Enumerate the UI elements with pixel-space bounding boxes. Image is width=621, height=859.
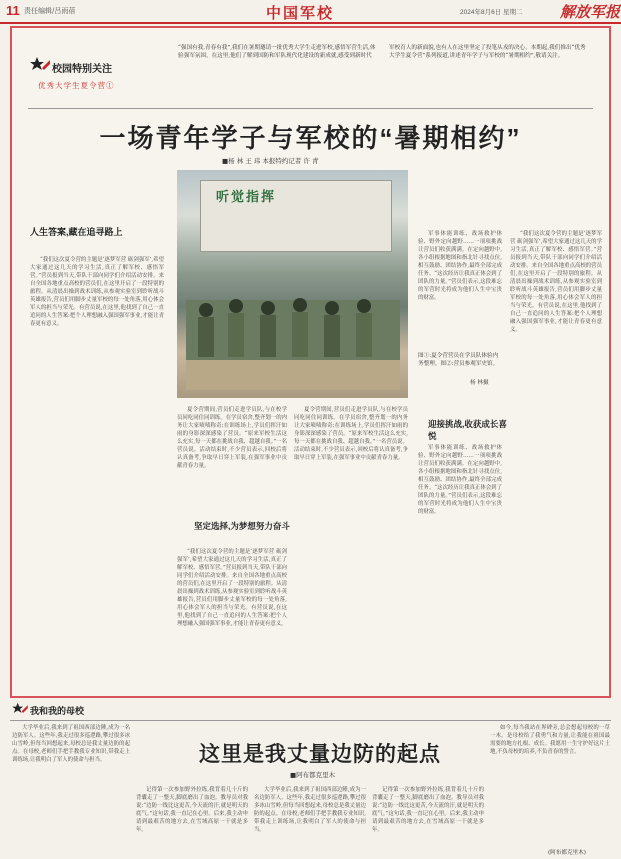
bottom-body-d: 记得第一次参加野外拉练,我背着几十斤的背囊走了一整天,脚底磨出了血泡。教导员对我说:“边防一线比这更苦,今天流的汗,就是明天的底气。”这句话,我一直记在心里。后来,我主动申请到最艰苦的地方去,在雪域高原一干就是多年。 bbox=[372, 787, 484, 833]
section2-title: 坚定选择,为梦想努力奋斗 bbox=[194, 521, 290, 531]
column-title: 校园特别关注 bbox=[52, 64, 112, 75]
masthead bbox=[0, 0, 621, 24]
bottom-body-c: 大学毕业后,我来到了祖国西部边陲,成为一名边防军人。这些年,我走过很多巡逻路,攀过很多冰山雪岭,但每当回想起来,母校总是我丈量边防的起点。在母校,老师们手把手教我专业知识,带我走上训练场,让我明白了军人的使命与担当。 bbox=[254, 787, 366, 833]
photo-caption: 图①:夏令营营员在学员队体验内务整理。图②:营员参观军史馆。 bbox=[418, 353, 499, 367]
photo-credit: 杨 林摄 bbox=[470, 380, 489, 386]
section2-body-b: “我们这次夏令营的主题是‘逐梦军营 砺剑强军’,希望大家通过这几天的学习生活,真正了解军校、感悟军营。”营员报到当天,带队干部向同学们介绍活动安排。来自全国各地重点高校的营员们,在这里开启了一段特别的旅程。从清晨出操到战术训练,从参观实验室到聆听战斗英雄报告,营员们用脚步丈量军校的每一处角落,用心体会军人的担当与荣光。有营员说,在这里,他找到了自己一直追问的人生答案:把个人理想融入强国强军事业,才能让青春更有意义。 bbox=[177, 549, 287, 627]
intro-text: “强国有我,青春有我”,我们在暑期邀请一批优秀大学生走进军校,感悟军营生活,体验强军氛围。在这里,他们了解到国防和军队现代化建设的新成就,感受到新时代军校育人的新面貌,也有人在这里坚定了投笔从戎的决心。本期起,我们推出“优秀大学生夏令营”系列报道,讲述青年学子与军校的“暑期相约”,敬请关注。 bbox=[178, 45, 586, 60]
building-sign: 听觉指挥 bbox=[216, 189, 277, 204]
section3-body-c: 军事体能训练、战场救护体验、野外定向越野……一项项挑战让营员们收获满满。在定向越野中,各小组根据地图和指北针寻找点位,相互鼓励、团结协作,最终全部完成任务。“这次经历让我真正体会到了团队的力量。”营员们表示,这段难忘的军营时光将成为他们人生中宝贵的财富。 bbox=[418, 231, 502, 301]
editor-credit: 责任编辑/吕雨蓓 bbox=[24, 7, 76, 15]
star-badge-icon bbox=[12, 702, 28, 716]
bottom-headline: 这里是我丈量边防的起点 bbox=[199, 743, 441, 766]
bottom-byline: ■阿布都克里木 bbox=[290, 771, 336, 779]
column-subtitle: 优秀大学生夏令营① bbox=[38, 81, 115, 90]
section3-body: 军事体能训练、战场救护体验、野外定向越野……一项项挑战让营员们收获满满。在定向越野中,各小组根据地图和指北针寻找点位,相互鼓励、团结协作,最终全部完成任务。“这次经历让我真正体会到了团队的力量。”营员们表示,这段难忘的军营时光将成为他们人生中宝贵的财富。 bbox=[418, 445, 502, 515]
divider bbox=[28, 108, 593, 109]
bottom-body-e: 如今,每当我站在界碑旁,总会想起母校的一草一木。是母校给了我勇气和力量,让我能在祖国最需要的地方扎根、成长。我愿用一生守护好这片土地,不负母校的培养,不负青春的誓言。 bbox=[490, 725, 610, 755]
photo-crowd bbox=[186, 270, 400, 390]
newspaper-logo: 解放军报 bbox=[560, 3, 621, 21]
divider bbox=[10, 720, 611, 721]
star-badge-icon bbox=[30, 56, 50, 74]
section1-body: “我们这次夏令营的主题是‘逐梦军营 砺剑强军’,希望大家通过这几天的学习生活,真正了解军校、感悟军营。”营员报到当天,带队干部向同学们介绍活动安排。来自全国各地重点高校的营员们,在这里开启了一段特别的旅程。从清晨出操到战术训练,从参观实验室到聆听战斗英雄报告,营员们用脚步丈量军校的每一处角落,用心体会军人的担当与荣光。有营员说,在这里,他找到了自己一直追问的人生答案:把个人理想融入强国强军事业,才能让青春更有意义。 bbox=[30, 257, 164, 327]
bottom-body-a: 大学毕业后,我来到了祖国西部边陲,成为一名边防军人。这些年,我走过很多巡逻路,攀过很多冰山雪岭,但每当回想起来,母校总是我丈量边防的起点。在母校,老师们手把手教我专业知识,带我走上训练场,让我明白了军人的使命与担当。 bbox=[12, 725, 130, 763]
section2-body-c: 夏令营期间,营员们走进学员队,与在校学员同吃同住同训练。在学员宿舍,整齐划一的内务让大家啧啧称奇;在训练场上,学员们挥汗如雨的身影深深感染了营员。“原来军校生活这么充实,每一天都在挑战自我、超越自我。”一名营员说。活动结束时,不少营员表示,回校后将认真备考,争取早日穿上军装,在强军事业中贡献青春力量。 bbox=[294, 407, 408, 461]
section3-body-b: “我们这次夏令营的主题是‘逐梦军营 砺剑强军’,希望大家通过这几天的学习生活,真正了解军校、感悟军营。”营员报到当天,带队干部向同学们介绍活动安排。来自全国各地重点高校的营员们,在这里开启了一段特别的旅程。从清晨出操到战术训练,从参观实验室到聆听战斗英雄报告,营员们用脚步丈量军校的每一处角落,用心体会军人的担当与荣光。有营员说,在这里,他找到了自己一直追问的人生答案:把个人理想融入强国强军事业,才能让青春更有意义。 bbox=[510, 231, 602, 333]
bottom-column-title: 我和我的母校 bbox=[30, 706, 85, 716]
page-number: 11 bbox=[6, 3, 20, 18]
section2-body-a: 夏令营期间,营员们走进学员队,与在校学员同吃同住同训练。在学员宿舍,整齐划一的内务让大家啧啧称奇;在训练场上,学员们挥汗如雨的身影深深感染了营员。“原来军校生活这么充实,每一天都在挑战自我、超越自我。”一名营员说。活动结束时,不少营员表示,回校后将认真备考,争取早日穿上军装,在强军事业中贡献青春力量。 bbox=[177, 407, 287, 469]
bottom-signature: (阿布都克里木) bbox=[548, 850, 586, 856]
section3-title: 迎接挑战,收获成长喜悦 bbox=[428, 419, 507, 441]
section-title: 中国军校 bbox=[266, 4, 335, 22]
byline: ■杨 林 王 玮 本报特约记者 许 青 bbox=[222, 157, 319, 165]
issue-date: 2024年8月6日 星期二 bbox=[460, 9, 523, 16]
bottom-body-b: 记得第一次参加野外拉练,我背着几十斤的背囊走了一整天,脚底磨出了血泡。教导员对我说:“边防一线比这更苦,今天流的汗,就是明天的底气。”这句话,我一直记在心里。后来,我主动申请到最艰苦的地方去,在雪域高原一干就是多年。 bbox=[136, 787, 248, 833]
main-headline: 一场青年学子与军校的“暑期相约” bbox=[99, 123, 522, 153]
section1-title: 人生答案,藏在追寻路上 bbox=[30, 227, 123, 237]
